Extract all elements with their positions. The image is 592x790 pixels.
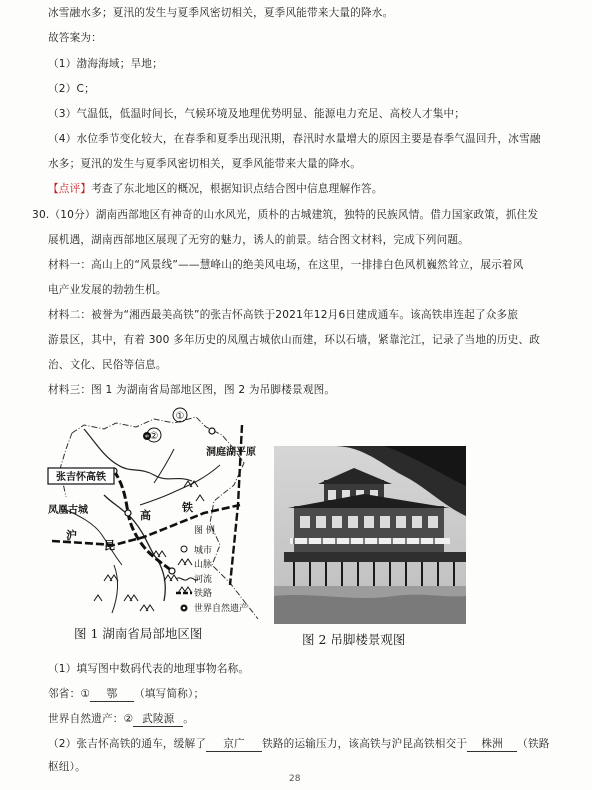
text-line: （2）C；	[48, 83, 95, 95]
text-line: 展机遇，湖南西部地区展现了无穷的魅力，诱人的前景。结合图文材料，完成下列问题。	[48, 234, 469, 246]
label-tie: 铁	[182, 501, 193, 514]
stilt-house-photo	[274, 446, 466, 624]
answer-suffix: （填写简称）；	[134, 688, 205, 700]
figure-2-caption: 图 2 吊脚楼景观图	[302, 632, 406, 647]
answer-blank: 株洲	[467, 737, 517, 752]
material-1: 材料一：高山上的“风景线”——慧峰山的绝美风电场，在这里，一排排白色风机巍然耸立，展示着风	[48, 259, 524, 271]
text-line: 电产业发展的勃勃生机。	[48, 284, 167, 296]
legend-item: 山脉	[194, 560, 213, 570]
legend-item: 河流	[194, 575, 213, 585]
answer-blank: 鄂	[90, 687, 134, 702]
label-gao: 高	[140, 509, 151, 522]
legend-item: 世界自然遗产	[194, 604, 249, 614]
question-2	[48, 737, 550, 752]
answer-prefix: 世界自然遗产：②	[48, 713, 134, 725]
material-2: 材料二：被誉为“湘西最美高铁”的张吉怀高铁于2021年12月6日建成通车。该高铁串连起了众多旅	[48, 309, 519, 321]
label-zhangjihuai-railway: 张吉怀高铁	[56, 472, 106, 483]
label-hu: 沪	[66, 529, 77, 542]
legend-item: 城市	[194, 546, 213, 556]
question-30-intro: 30.（10分）湖南西部地区有神奇的山水风光，质朴的古城建筑，独特的民族风情。借力国家政策，抓住发	[32, 209, 539, 221]
label-kun: 昆	[104, 539, 115, 552]
answer-blank: 京广	[206, 737, 262, 752]
question-text: 铁路的运输压力，该高铁与沪昆高铁相交于	[262, 738, 468, 750]
river	[140, 465, 220, 505]
comment-text: 考查了东北地区的概况，根据知识点结合图中信息理解作答。	[91, 183, 383, 195]
river	[112, 565, 118, 613]
label-fenghuang-city: 凤凰古城	[48, 505, 88, 516]
answer-suffix: 。	[183, 713, 195, 725]
question-text: （铁路	[517, 738, 550, 750]
text-line: （3）气温低，低温时间长，气候环境及地理优势明显、能源电力充足、高校人才集中；	[48, 108, 466, 120]
answer-line	[48, 712, 194, 727]
comment-tag: 【点评】	[48, 183, 92, 195]
comment-line	[48, 182, 383, 196]
material-3: 材料三：图 1 为湖南省局部地区图，图 2 为吊脚楼景观图。	[48, 384, 336, 396]
question-1: （1）填写图中数码代表的地理事物名称。	[48, 663, 250, 675]
answer-line	[48, 687, 204, 702]
answer-prefix: 邻省：①	[48, 688, 91, 700]
legend-item: 铁路	[194, 589, 213, 599]
answer-blank: 武陵源	[133, 712, 183, 727]
label-dongting-plain: 洞庭湖平原	[206, 447, 256, 458]
figure-1-caption: 图 1 湖南省局部地区图	[74, 626, 203, 641]
city-marker	[169, 568, 175, 574]
river	[154, 449, 174, 483]
city-marker	[125, 510, 131, 516]
text-line: 冰雪融水多；夏汛的发生与夏季风密切相关，夏季风能带来大量的降水。	[48, 7, 394, 19]
city-marker	[209, 428, 215, 434]
text-line: 枢纽）。	[48, 761, 86, 773]
text-line: 游景区，其中，有着 300 多年历史的凤凰古城依山而建，环以石墙，紧靠沱江，记录了当地的历史、政	[48, 334, 541, 346]
map-number-1: ①	[175, 411, 185, 422]
text-line: 故答案为：	[48, 32, 102, 44]
page-number: 28	[289, 774, 301, 784]
hunan-map-figure	[44, 405, 284, 627]
map-number-2: ②	[149, 431, 159, 442]
text-line: 治、文化、民俗等信息。	[48, 359, 167, 371]
text-line: （4）水位季节变化较大，在春季和夏季出现汛期，春汛时水量增大的原因主要是春季气温回升，冰雪融	[48, 133, 541, 145]
legend-title: 图 例	[194, 526, 215, 536]
map-legend	[176, 524, 248, 614]
text-line: 水多；夏汛的发生与夏季风密切相关，夏季风能带来大量的降水。	[48, 158, 362, 170]
question-text: （2）张吉怀高铁的通车，缓解了	[48, 738, 207, 750]
text-line: （1）渤海海域；旱地；	[48, 58, 163, 70]
